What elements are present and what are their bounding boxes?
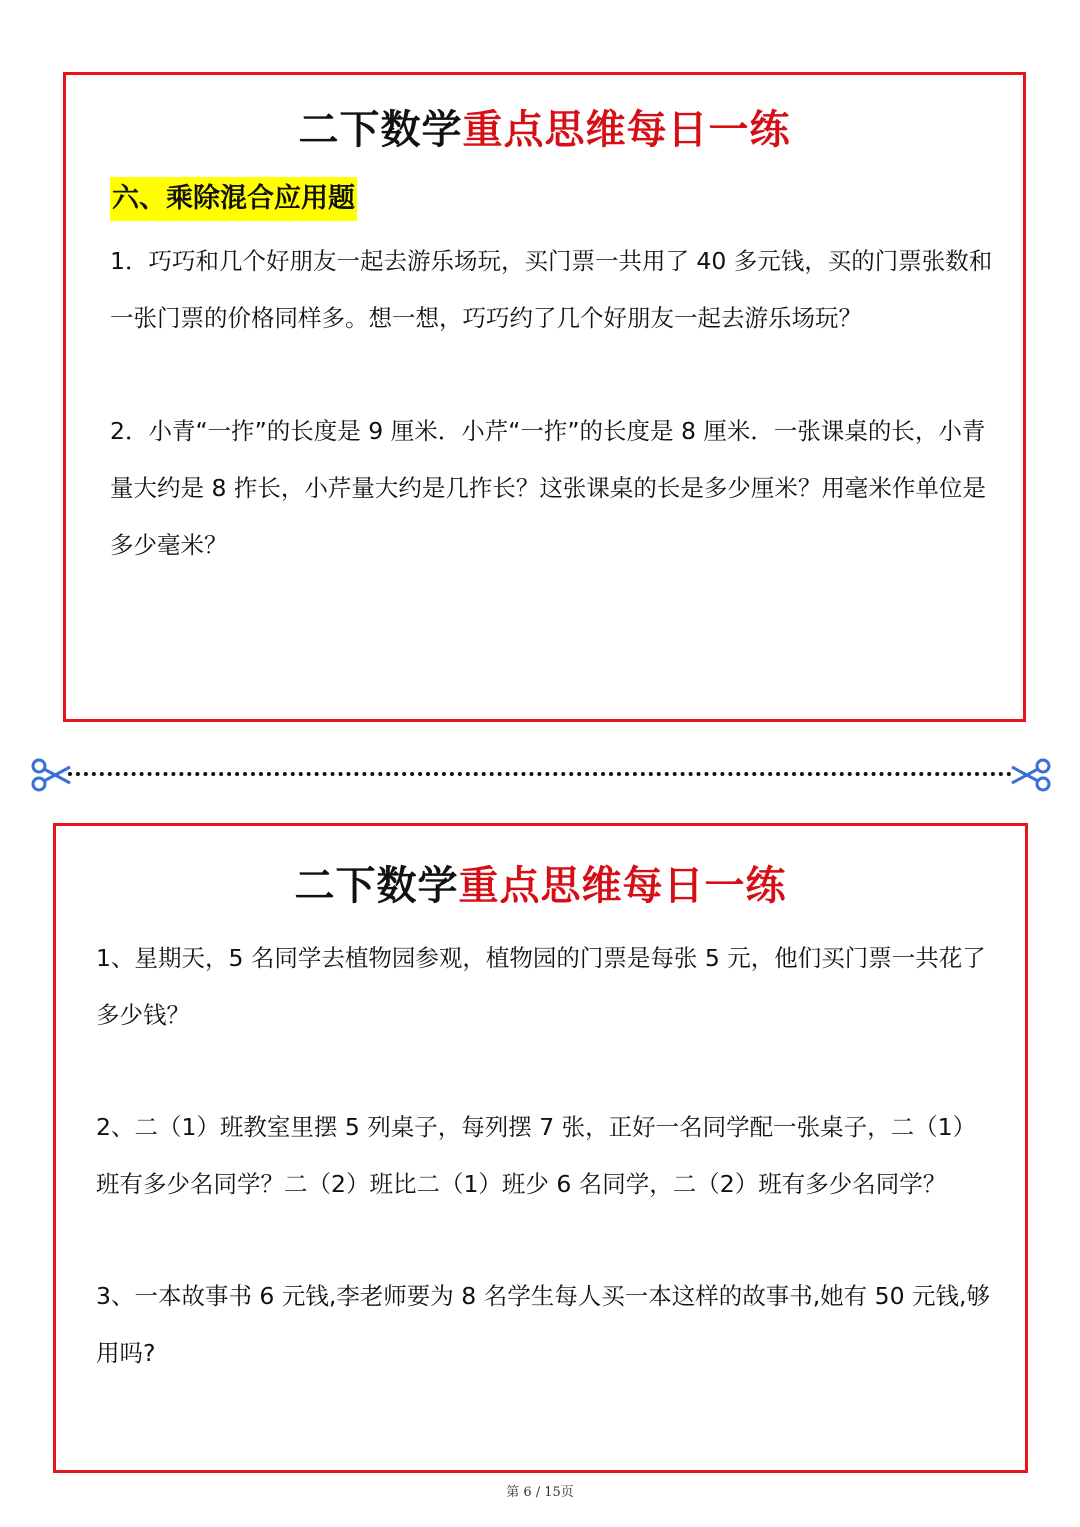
question-1: 1、星期天，5 名同学去植物园参观，植物园的门票是每张 5 元，他们买门票一共花了多少钱？: [96, 944, 986, 1029]
card-title: [56, 861, 1025, 911]
scissors-icon: [1010, 757, 1052, 793]
practice-card-1: [63, 72, 1026, 722]
question-2: 2．小青“一拃”的长度是 9 厘米．小芹“一拃”的长度是 8 厘米．一张课桌的长，小青量大约是 8 拃长，小芹量大约是几拃长？这张课桌的长是多少厘米？用毫米作单位是多少毫米？: [110, 417, 986, 559]
title-red-part: 重点思维每日一练: [462, 106, 791, 153]
section-heading: 六、乘除混合应用题: [110, 177, 357, 221]
question-3: 3、一本故事书 6 元钱,李老师要为 8 名学生每人买一本这样的故事书,她有 50 元钱,够用吗?: [96, 1282, 990, 1367]
question-1: 1．巧巧和几个好朋友一起去游乐场玩，买门票一共用了 40 多元钱，买的门票张数和一张门票的价格同样多。想一想，巧巧约了几个好朋友一起去游乐场玩？: [110, 247, 993, 332]
dotted-divider: [68, 772, 1012, 776]
title-black-part: 二下数学: [298, 106, 463, 153]
title-black-part: 二下数学: [294, 862, 459, 909]
title-red-part: 重点思维每日一练: [458, 862, 787, 909]
page-number: 第 6 / 15页: [506, 1485, 574, 1500]
scissors-icon: [30, 757, 72, 793]
card-title: [66, 105, 1023, 155]
cut-line: [30, 755, 1052, 795]
practice-card-2: [53, 823, 1028, 1473]
question-2: 2、二（1）班教室里摆 5 列桌子，每列摆 7 张，正好一名同学配一张桌子，二（1）班有多少名同学？二（2）班比二（1）班少 6 名同学，二（2）班有多少名同学？: [96, 1113, 977, 1198]
